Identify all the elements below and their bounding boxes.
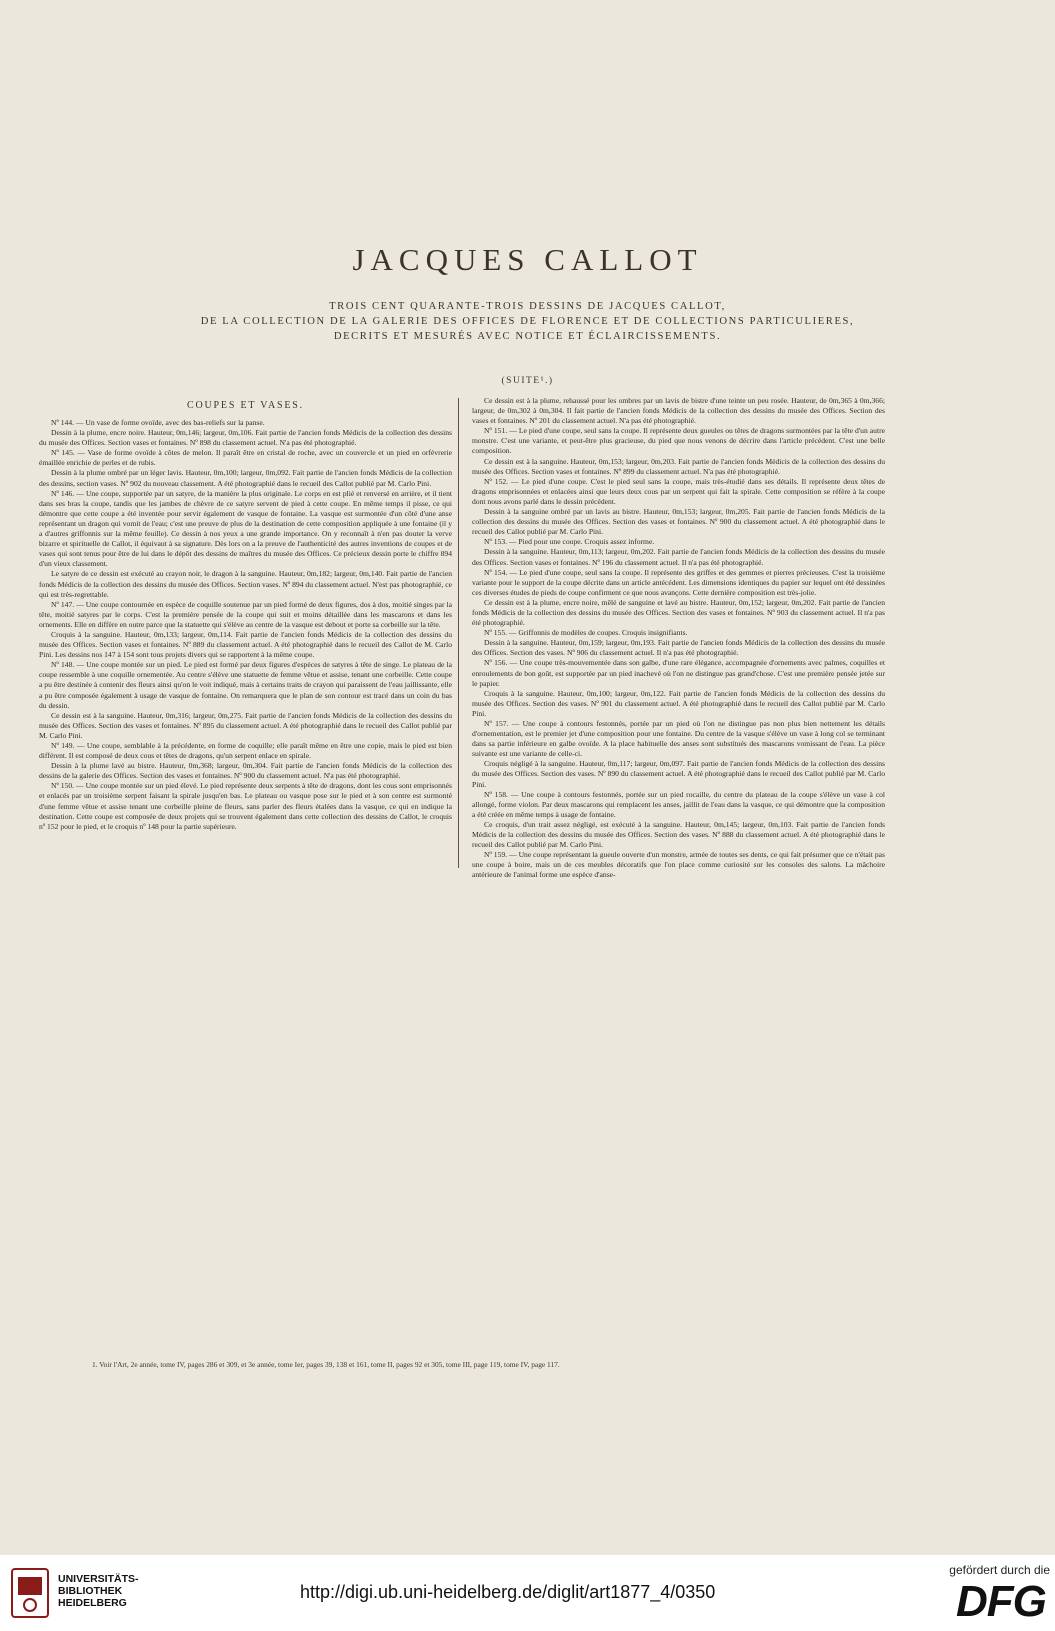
footnote: 1. Voir l'Art, 2e année, tome IV, pages 286 et 309, et 3e année, tome Ier, pages 39, 138 et 161, tome II, pages 92 et 305, tome III, page 119, tome IV, page 117. <box>92 1360 560 1369</box>
paragraph: Croquis à la sanguine. Hauteur, 0m,100; largeur, 0m,122. Fait partie de l'ancien fonds Médicis de la collection des dessins du musée des Offices. Section des vases. Nº 901 du classement actuel. A été photographié dans le recueil des Callot publié par M. Carlo Pini. <box>472 688 885 718</box>
subtitle-line: TROIS CENT QUARANTE-TROIS DESSINS DE JACQUES CALLOT, <box>329 301 726 312</box>
paragraph: Ce dessin est à la plume, encre noire, mêlé de sanguine et lavé au bistre. Hauteur, 0m,152; largeur, 0m,202. Fait partie de l'ancien fonds Médicis de la collection des dessins du musée des Offices. Section des vases et fontaines. Nº 903 du classement actuel. Il n'a pas été photographié. <box>472 597 885 628</box>
university-line: UNIVERSITÄTS- <box>58 1573 139 1585</box>
paragraph: Nº 154. — Le pied d'une coupe, seul sans la coupe. Il représente des griffes et des gemmes et pierres précieuses. C'est la troisième variante pour le support de la coupe décrite dans un article antécédent. Les dimensions identiques du papier sur lequel ont été dessinées ces diverses études de pieds de coupe confirment ce que nous avançons. Cette dernière composition est très-jolie. <box>472 567 885 597</box>
viewer-footer <box>0 1555 1055 1631</box>
subtitle-line: DECRITS ET MESURÉS AVEC NOTICE ET ÉCLAIRCISSEMENTS. <box>333 331 722 342</box>
paragraph: Nº 155. — Griffonnis de modèles de coupes. Croquis insignifiants. <box>484 628 688 638</box>
university-seal-icon <box>8 1567 52 1619</box>
paragraph: Nº 156. — Une coupe très-mouvementée dans son galbe, d'une rare élégance, accompagnée d'ornements avec palmes, coquilles et enroulements de bon goût, est supportée par un pied inachevé où l'on ne distingue pas grand'chose. C'est une première pensée jetée sur le papier. <box>472 658 885 688</box>
paragraph: Dessin à la plume, encre noire. Hauteur, 0m,146; largeur, 0m,106. Fait partie de l'ancien fonds Médicis de la collection des dessins du musée des Offices. Section vases et fontaines. Nº 898 du classement actuel. N'a pas été photographié. <box>39 428 452 448</box>
paragraph: Ce dessin est à la sanguine. Hauteur, 0m,316; largeur, 0m,275. Fait partie de l'ancien fonds Médicis de la collection des dessins du musée des Offices. Section des vases et fontaines. Nº 895 du classement actuel. A été photographié dans le recueil des Callot publié par M. Carlo Pini. <box>39 710 452 740</box>
paragraph: Nº 146. — Une coupe, supportée par un satyre, de la manière la plus originale. Le corps en est plié et renversé en arrière, et il tient dans ses bras la coupe, tandis que les jambes de chèvre de ce satyre servent de pied à cette coupe. En même temps il pisse, ce qui démontre que cette coupe a été inventée pour servir également de vasque de fontaine. La vasque est surmontée d'un côté d'une anse représentant un dragon qui vomit de l'eau; c'est une preuve de plus de la destination de cette composition appliquée à une fontaine (il y a d'autres griffonnis sur la même feuille). Ce dessin à nos yeux a une grande importance. On y reconnaît à n'en pas douter la verve bizarre et spirituelle de Callot, il équivaut à sa signature. Dès lors on a la preuve de l'authenticité des autres inventions de coupes et de vases qui sont tenus pour être de lui dans le dépôt des dessins de maîtres du musée des Offices. Ce précieux dessin porte le chiffre 894 d'un vieux classement. <box>39 488 452 569</box>
sponsor-label: gefördert durch die <box>949 1563 1050 1577</box>
dfg-logo[interactable]: DFG <box>956 1577 1046 1626</box>
paragraph: Nº 158. — Une coupe à contours festonnés, portée sur un pied rocaille, du centre du plateau de la coupe s'élève un vase à col allongé, forme violon. Par deux mascarons qui remplacent les anses, jaillit de l'eau dans la vasque, ce qui démontre que la composition a été créée en même temps à usage de fontaine. <box>472 789 885 819</box>
paragraph: Nº 159. — Une coupe représentant la gueule ouverte d'un monstre, armée de toutes ses dents, ce qui fait présumer que ce n'était pas une coupe à boire, mais un de ces meubles décoratifs que l'on place comme curiosité sur les consoles des salons. La mâchoire antérieure de l'animal forme une espèce d'anse- <box>472 850 885 880</box>
university-line: HEIDELBERG <box>58 1597 127 1609</box>
university-line: BIBLIOTHEK <box>58 1585 123 1597</box>
paragraph: Nº 153. — Pied pour une coupe. Croquis assez informe. <box>484 537 655 547</box>
paragraph: Dessin à la plume lavé au bistre. Hauteur, 0m,368; largeur, 0m,304. Fait partie de l'ancien fonds Médicis de la collection des dessins de la galerie des Offices. Section des vases et fontaines. Nº 900 du classement actuel. N'a pas été photographié. <box>39 761 452 781</box>
paragraph: Croquis à la sanguine. Hauteur, 0m,133; largeur, 0m,114. Fait partie de l'ancien fonds Médicis de la collection des dessins du musée des Offices. Section vases et fontaines. Nº 889 du classement actuel. A été photographié dans le recueil des Callot de M. Carlo Pini. Les dessins nos 147 à 154 sont tous projets divers qui se rapportent à la même coupe. <box>39 629 452 660</box>
paragraph: Nº 148. — Une coupe montée sur un pied. Le pied est formé par deux figures d'espèces de satyres à tête de singe. Le plateau de la coupe ressemble à une coquille ornementée. Au centre s'élève une statuette de femme vêtue et assise, tenant une corbeille. Cette coupe a pu être destinée à contenir des fleurs ainsi qu'on le voit indiqué, mais à certains traits de crayon qui paraissent de l'eau jaillissante, elle a pu être composée également à usage de vasque de fontaine. On remarquera que le plan de son contour est tracé dans un coin du bas du dessin. <box>39 660 452 710</box>
paragraph: Nº 152. — Le pied d'une coupe. C'est le pied seul sans la coupe, mais très-étudié dans ses détails. Il représente deux têtes de dragons emprisonnées et enlacées ainsi que leurs deux cous par un serpent qui fait la spirale. Cette composition se réfère à la coupe dont nous avons parlé dans le dessin précédent. <box>472 476 885 506</box>
right-column <box>472 396 885 881</box>
paragraph: Nº 157. — Une coupe à contours festonnés, portée par un pied où l'on ne distingue pas non plus bien nettement les détails d'ornementation, est le premier jet d'une composition pour une fontaine. Du centre de la vasque s'élève un vase à long col se terminant dans sa partie inférieure en galbe ovoïde. A la place habituelle des anses sont substitués des mascarons vomissant de l'eau. La pièce suivante est une variante de celle-ci. <box>472 719 885 759</box>
suite-label: (SUITE¹.) <box>501 376 554 386</box>
university-name[interactable] <box>58 1573 139 1609</box>
document-url-link[interactable]: http://digi.ub.uni-heidelberg.de/diglit/art1877_4/0350 <box>300 1582 716 1602</box>
paragraph: Dessin à la sanguine. Hauteur, 0m,113; largeur, 0m,202. Fait partie de l'ancien fonds Médicis de la collection des dessins du musée des Offices. Section vases et fontaines. Nº 196 du classement actuel. Il n'a pas été photographié. <box>472 547 885 567</box>
paragraph: Ce dessin est à la sanguine. Hauteur, 0m,153; largeur, 0m,203. Fait partie de l'ancien fonds Médicis de la collection des dessins du musée des Offices. Section vases et fontaines. Nº 899 du classement actuel. N'a pas été photographié. <box>472 456 885 476</box>
paragraph: Nº 150. — Une coupe montée sur un pied élevé. Le pied représente deux serpents à tête de dragons, dont les cous sont emprisonnés et enlacés par un troisième serpent faisant la spirale jusqu'en bas. Le plateau ou vasque pose sur le pied et à son centre est surmonté d'une femme vêtue et assise tenant une corbeille pleine de fleurs, sans parler des fleurs étalées dans la vasque, ce qui en indique la destination. Cette coupe est composée de deux projets qui se trouvent également dans cette collection des dessins de Callot, le croquis nº 152 pour le pied, et le croquis nº 148 pour la partie supérieure. <box>39 781 452 831</box>
paragraph: Le satyre de ce dessin est exécuté au crayon noir, le dragon à la sanguine. Hauteur, 0m,182; largeur, 0m,140. Fait partie de l'ancien fonds Médicis de la collection des dessins du musée des Offices. Section vases. Nº 894 du classement actuel. N'est pas photographié, ce qui est très-regrettable. <box>39 569 452 599</box>
paragraph: Nº 147. — Une coupe contournée en espèce de coquille soutenue par un pied formé de deux figures, dos à dos, moitié singes par la tête, moitié satyres par le corps. C'est la première pensée de la coupe qui suit et moins détaillée dans les mascarons et dans les ornements. Elle en diffère en outre parce que la statuette qui s'élève au centre de la vasque est debout et porte sa corbeille sur la tête. <box>39 599 452 629</box>
section-heading: COUPES ET VASES. <box>187 400 304 411</box>
paragraph: Nº 144. — Un vase de forme ovoïde, avec des bas-reliefs sur la panse. <box>51 418 265 427</box>
paragraph: Dessin à la plume ombré par un léger lavis. Hauteur, 0m,100; largeur, 0m,092. Fait partie de l'ancien fonds Médicis de la collection des dessins, section vases. Nº 902 du nouveau classement. A été photographié dans le recueil des Callot publié par M. Carlo Pini. <box>39 468 452 488</box>
paragraph: Nº 149. — Une coupe, semblable à la précédente, en forme de coquille; elle paraît même en être une copie, mais le pied est bien différent. Il est composé de deux cous et têtes de dragons, qu'un serpent enlace en spirale. <box>39 741 452 761</box>
left-column <box>39 418 452 832</box>
column-divider <box>458 398 459 868</box>
paragraph: Dessin à la sanguine ombré par un lavis au bistre. Hauteur, 0m,153; largeur, 0m,205. Fait partie de l'ancien fonds Médicis de la collection des dessins du musée des Offices. Section des vases et fontaines. Nº 900 du classement actuel. A été photographié dans le recueil des Callot publié par M. Carlo Pini. <box>472 507 885 537</box>
subtitle-line: DE LA COLLECTION DE LA GALERIE DES OFFICES DE FLORENCE ET DE COLLECTIONS PARTICULIERES, <box>200 316 855 327</box>
paragraph: Dessin à la sanguine. Hauteur, 0m,159; largeur, 0m,193. Fait partie de l'ancien fonds Médicis de la collection des dessins du musée des Offices. Section des vases. Nº 906 du classement actuel. Il n'a pas été photographié. <box>472 638 885 658</box>
paragraph: Croquis négligé à la sanguine. Hauteur, 0m,117; largeur, 0m,097. Fait partie de l'ancien fonds Médicis de la collection des dessins du musée des Offices. Section des vases. Nº 890 du classement actuel. A été photographié dans le recueil des Callot publié par M. Carlo Pini. <box>472 759 885 789</box>
paragraph: Nº 151. — Le pied d'une coupe, seul sans la coupe. Il représente deux gueules ou têtes de dragons surmontées par la tête d'un autre monstre. C'est une variante, et peut-être plus gracieuse, du pied que nous venons de décrire dans l'article précédent. C'est une belle composition. <box>472 426 885 456</box>
paragraph: Nº 145. — Vase de forme ovoïde à côtes de melon. Il paraît être en cristal de roche, avec un couvercle et un pied en orfèvrerie émaillée enrichie de perles et de rubis. <box>39 448 452 468</box>
paragraph: Ce dessin est à la plume, rehaussé pour les ombres par un lavis de bistre d'une teinte un peu rosée. Hauteur, de 0m,365 à 0m,366; largeur, de 0m,302 à 0m,304. Il fait partie de l'ancien fonds Médicis de la collection des dessins du musée des Offices. Section des vases et fontaines. Nº 201 du classement actuel. N'a pas été photographié. <box>472 396 885 426</box>
page-title: JACQUES CALLOT <box>352 242 703 277</box>
subtitle <box>60 299 995 344</box>
paragraph: Ce croquis, d'un trait assez négligé, est exécuté à la sanguine. Hauteur, 0m,145; largeur, 0m,103. Fait partie de l'ancien fonds Médicis de la collection des dessins du musée des Offices. Section des vases. Nº 888 du classement actuel. A été photographié dans le recueil des Callot publié par M. Carlo Pini. <box>472 819 885 850</box>
